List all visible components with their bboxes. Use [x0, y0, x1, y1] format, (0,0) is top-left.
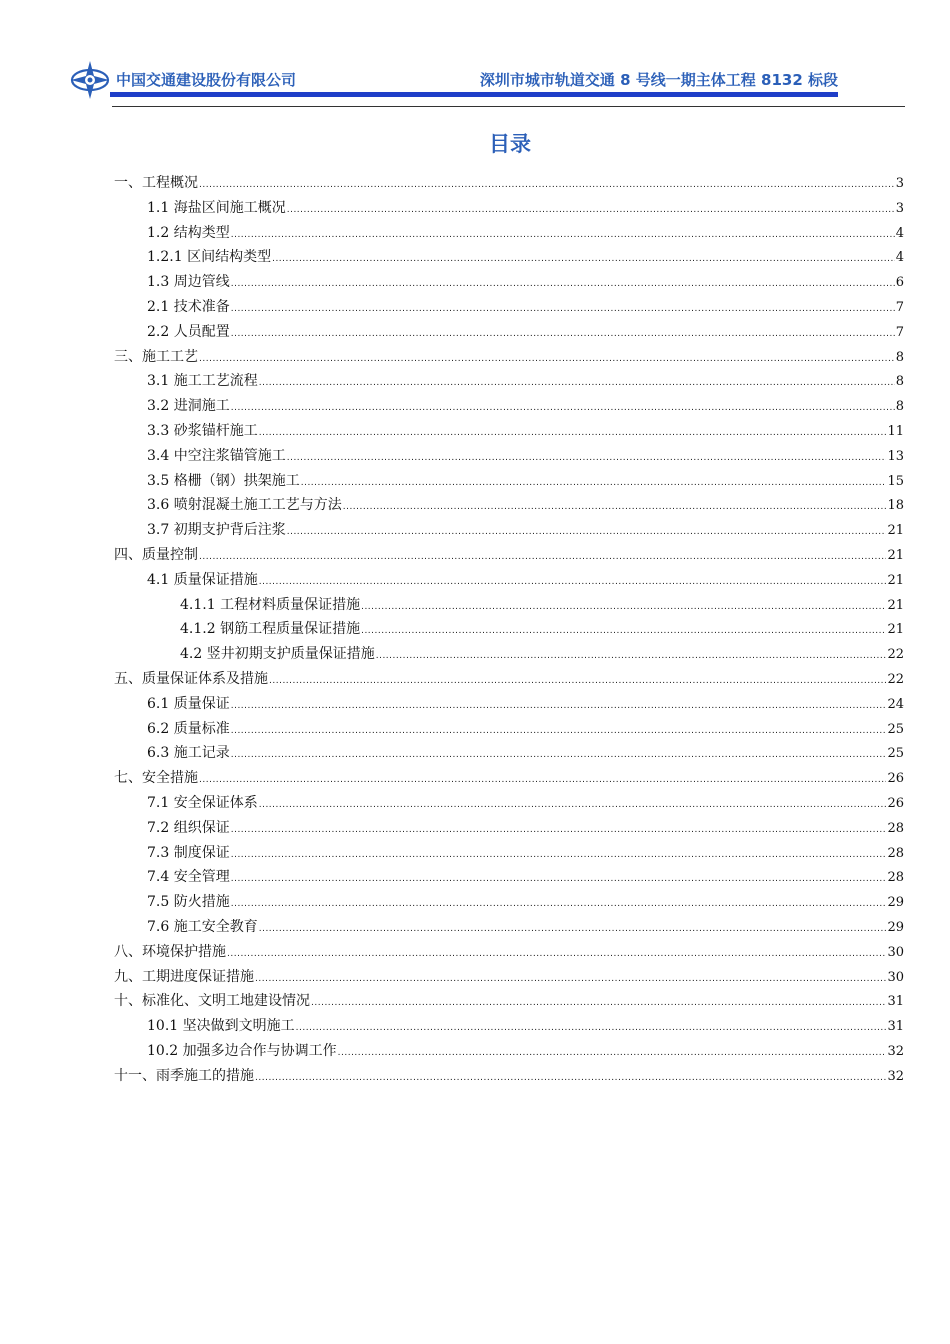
toc-entry-title: 7.6 施工安全教育: [147, 918, 258, 935]
toc-entry-title: 7.5 防火措施: [147, 894, 230, 911]
toc-entry[interactable]: [114, 617, 904, 642]
toc-entry-title: 4.1 质量保证措施: [147, 571, 258, 588]
toc-entry[interactable]: [114, 841, 904, 866]
toc-leader-dots: [272, 247, 895, 272]
toc-entry[interactable]: [114, 593, 904, 618]
toc-entry-title: 3.1 施工工艺流程: [147, 373, 258, 390]
toc-entry[interactable]: [114, 320, 904, 345]
toc-entry[interactable]: [114, 989, 904, 1014]
toc-leader-dots: [231, 297, 895, 322]
toc-entry-title: 3.6 喷射混凝土施工工艺与方法: [147, 497, 342, 514]
toc-entry-title: 一、工程概况: [114, 175, 198, 191]
toc-entry[interactable]: [114, 717, 904, 742]
toc-entry-page: 6: [895, 275, 904, 291]
toc-leader-dots: [287, 520, 887, 545]
toc-entry-title: 10.1 坚决做到文明施工: [147, 1018, 295, 1035]
toc-leader-dots: [361, 619, 886, 644]
toc-entry-page: 4: [895, 225, 904, 241]
toc-entry-title: 3.7 初期支护背后注浆: [147, 522, 286, 539]
toc-leader-dots: [343, 495, 887, 520]
toc-entry-page: 7: [895, 299, 904, 315]
toc-entry-title: 7.1 安全保证体系: [147, 794, 258, 811]
toc-entry-page: 25: [887, 721, 904, 737]
toc-entry-page: 28: [887, 820, 904, 836]
toc-entry[interactable]: [114, 642, 904, 667]
toc-entry-page: 22: [887, 671, 904, 687]
toc-leader-dots: [376, 644, 887, 669]
toc-entry[interactable]: [114, 1064, 904, 1089]
toc-entry[interactable]: [114, 1014, 904, 1039]
toc-entry[interactable]: [114, 741, 904, 766]
toc-entry[interactable]: [114, 965, 904, 990]
toc-entry[interactable]: [114, 1039, 904, 1064]
toc-entry-title: 7.4 安全管理: [147, 869, 230, 886]
toc-entry-page: 11: [887, 423, 904, 439]
toc-entry-page: 31: [887, 994, 904, 1010]
toc-leader-dots: [231, 818, 887, 843]
toc-entry[interactable]: [114, 369, 904, 394]
toc-entry[interactable]: [114, 245, 904, 270]
toc-entry-title: 1.2.1 区间结构类型: [147, 249, 272, 266]
toc-entry-title: 7.3 制度保证: [147, 844, 230, 861]
toc-entry-page: 28: [887, 870, 904, 886]
toc-entry[interactable]: [114, 196, 904, 221]
toc-leader-dots: [231, 272, 895, 297]
toc-entry[interactable]: [114, 493, 904, 518]
toc-entry[interactable]: [114, 791, 904, 816]
toc-entry-page: 30: [887, 969, 904, 985]
toc-leader-dots: [231, 867, 887, 892]
toc-leader-dots: [259, 371, 895, 396]
toc-entry[interactable]: [114, 915, 904, 940]
toc-entry-page: 32: [887, 1043, 904, 1059]
toc-entry-page: 29: [887, 895, 904, 911]
toc-entry[interactable]: [114, 890, 904, 915]
toc-entry[interactable]: [114, 345, 904, 370]
toc-entry-page: 25: [887, 746, 904, 762]
toc-entry-title: 4.1.1 工程材料质量保证措施: [180, 596, 361, 613]
toc-entry-title: 4.2 竖井初期支护质量保证措施: [180, 646, 375, 663]
toc-entry-page: 8: [895, 374, 904, 390]
header-bar: [110, 92, 838, 97]
toc-entry[interactable]: [114, 766, 904, 791]
toc-entry-title: 三、施工工艺: [114, 348, 198, 365]
toc-leader-dots: [338, 1041, 887, 1066]
toc-leader-dots: [287, 198, 895, 223]
toc-entry[interactable]: [114, 692, 904, 717]
toc-leader-dots: [231, 322, 895, 347]
toc-entry-title: 3.3 砂浆锚杆施工: [147, 422, 258, 439]
header-rule: [112, 106, 905, 107]
table-of-contents: [114, 171, 904, 1088]
toc-entry-page: 30: [887, 944, 904, 960]
toc-entry-page: 21: [887, 622, 904, 638]
toc-entry[interactable]: [114, 518, 904, 543]
toc-leader-dots: [259, 793, 887, 818]
toc-entry-title: 2.1 技术准备: [147, 298, 230, 315]
toc-leader-dots: [231, 223, 895, 248]
toc-entry[interactable]: [114, 444, 904, 469]
toc-entry-page: 24: [887, 696, 904, 712]
toc-entry-page: 3: [895, 176, 904, 191]
toc-entry[interactable]: [114, 394, 904, 419]
toc-entry[interactable]: [114, 469, 904, 494]
company-name: 中国交通建设股份有限公司: [116, 71, 297, 89]
toc-leader-dots: [199, 545, 886, 570]
toc-entry-title: 3.4 中空注浆锚管施工: [147, 447, 286, 464]
toc-entry-page: 7: [895, 324, 904, 340]
toc-leader-dots: [301, 471, 887, 496]
toc-entry-title: 五、质量保证体系及措施: [114, 670, 268, 687]
toc-entry-title: 6.3 施工记录: [147, 745, 230, 762]
toc-leader-dots: [259, 570, 887, 595]
toc-entry-page: 3: [895, 200, 904, 216]
toc-entry-page: 29: [887, 919, 904, 935]
page-title: 目录: [489, 132, 531, 156]
toc-entry-title: 九、工期进度保证措施: [114, 968, 254, 985]
toc-entry-page: 21: [887, 523, 904, 539]
toc-entry[interactable]: [114, 419, 904, 444]
toc-entry-page: 22: [887, 647, 904, 663]
toc-entry-page: 18: [887, 498, 904, 514]
toc-entry[interactable]: [114, 543, 904, 568]
toc-leader-dots: [199, 768, 886, 793]
toc-entry[interactable]: [114, 568, 904, 593]
toc-leader-dots: [311, 991, 886, 1016]
toc-leader-dots: [199, 173, 895, 198]
toc-leader-dots: [231, 843, 887, 868]
toc-entry-title: 6.1 质量保证: [147, 695, 230, 712]
toc-leader-dots: [296, 1016, 887, 1041]
toc-entry-title: 七、安全措施: [114, 770, 198, 787]
toc-leader-dots: [231, 719, 887, 744]
toc-leader-dots: [227, 942, 886, 967]
toc-entry[interactable]: [114, 171, 904, 196]
toc-entry[interactable]: [114, 667, 904, 692]
toc-entry[interactable]: [114, 270, 904, 295]
toc-entry-page: 26: [887, 771, 904, 787]
toc-leader-dots: [361, 595, 886, 620]
toc-entry[interactable]: [114, 221, 904, 246]
ccccl-logo-icon: [70, 60, 110, 100]
toc-entry-title: 2.2 人员配置: [147, 323, 230, 340]
toc-entry-page: 13: [887, 448, 904, 464]
toc-entry-page: 21: [887, 597, 904, 613]
toc-leader-dots: [259, 917, 887, 942]
toc-entry-page: 4: [895, 250, 904, 266]
toc-entry[interactable]: [114, 295, 904, 320]
toc-entry-title: 4.1.2 钢筋工程质量保证措施: [180, 621, 361, 638]
toc-entry-title: 7.2 组织保证: [147, 819, 230, 836]
toc-entry-title: 3.5 格栅（钢）拱架施工: [147, 472, 300, 489]
toc-entry-title: 3.2 进洞施工: [147, 398, 230, 415]
toc-leader-dots: [287, 446, 887, 471]
toc-entry-title: 1.1 海盐区间施工概况: [147, 199, 286, 216]
toc-entry-page: 21: [887, 547, 904, 563]
toc-entry-page: 32: [887, 1068, 904, 1084]
toc-entry[interactable]: [114, 940, 904, 965]
toc-leader-dots: [231, 694, 887, 719]
toc-entry[interactable]: [114, 865, 904, 890]
toc-leader-dots: [231, 743, 887, 768]
toc-entry-title: 1.3 周边管线: [147, 274, 230, 291]
toc-entry-page: 15: [887, 473, 904, 489]
toc-entry-title: 10.2 加强多边合作与协调工作: [147, 1042, 337, 1059]
toc-entry-title: 6.2 质量标准: [147, 720, 230, 737]
toc-leader-dots: [231, 396, 895, 421]
toc-entry-title: 四、质量控制: [114, 546, 198, 563]
toc-entry-title: 十、标准化、文明工地建设情况: [114, 993, 310, 1010]
toc-entry-title: 1.2 结构类型: [147, 224, 230, 241]
toc-entry-page: 8: [895, 399, 904, 415]
toc-leader-dots: [259, 421, 887, 446]
toc-entry-page: 28: [887, 845, 904, 861]
toc-entry-title: 十一、雨季施工的措施: [114, 1067, 254, 1084]
toc-leader-dots: [255, 967, 886, 992]
toc-entry-page: 8: [895, 349, 904, 365]
toc-entry-page: 26: [887, 795, 904, 811]
toc-leader-dots: [231, 892, 887, 917]
toc-leader-dots: [199, 347, 895, 372]
toc-entry-page: 31: [887, 1019, 904, 1035]
toc-entry-title: 八、环境保护措施: [114, 943, 226, 960]
toc-entry-page: 21: [887, 572, 904, 588]
toc-entry[interactable]: [114, 816, 904, 841]
toc-leader-dots: [255, 1066, 886, 1091]
project-name: 深圳市城市轨道交通 8 号线一期主体工程 8132 标段: [479, 71, 838, 89]
toc-leader-dots: [269, 669, 886, 694]
